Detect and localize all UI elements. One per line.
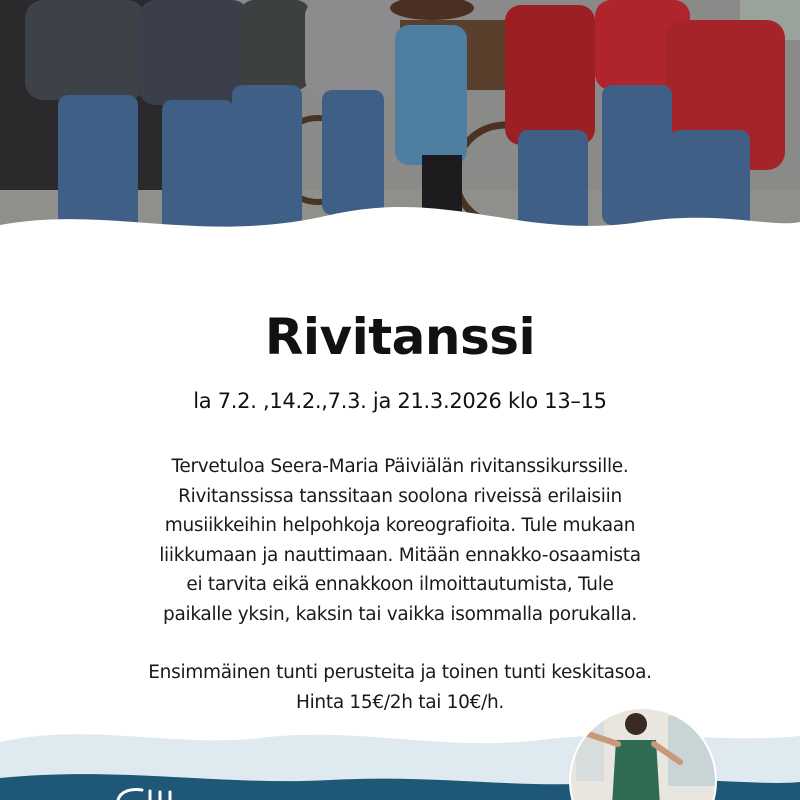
details-line: Ensimmäinen tunti perusteita ja toinen tunti keskitasoa. <box>148 662 652 683</box>
description-line: Tervetuloa Seera-Maria Päiviälän rivitanssikurssille. <box>171 456 629 477</box>
hero-photo <box>0 0 800 262</box>
hero-photo-illustration <box>0 0 800 262</box>
description-line: paikalle yksin, kaksin tai vaikka isommalla porukalla. <box>163 603 637 625</box>
description-line: ei tarvita eikä ennakkoon ilmoittautumista, Tule <box>186 574 614 595</box>
description-line: Rivitanssissa tanssitaan soolona riveissä erilaisiin <box>178 485 622 507</box>
details-line: Hinta 15€/2h tai 10€/h. <box>295 691 505 713</box>
instructor-photo <box>568 706 718 800</box>
description-line: musiikkeihin helpohkoja koreografioita. Tule mukaan <box>164 515 636 536</box>
footer-waves <box>0 700 800 800</box>
description-line: liikkumaan ja nauttimaan. Mitään ennakko-osaamista <box>159 544 641 566</box>
event-title: Rivitanssi <box>264 308 536 366</box>
event-description <box>110 452 690 717</box>
event-dates: la 7.2. ,14.2.,7.3. ja 21.3.2026 klo 13–15 <box>193 389 607 413</box>
